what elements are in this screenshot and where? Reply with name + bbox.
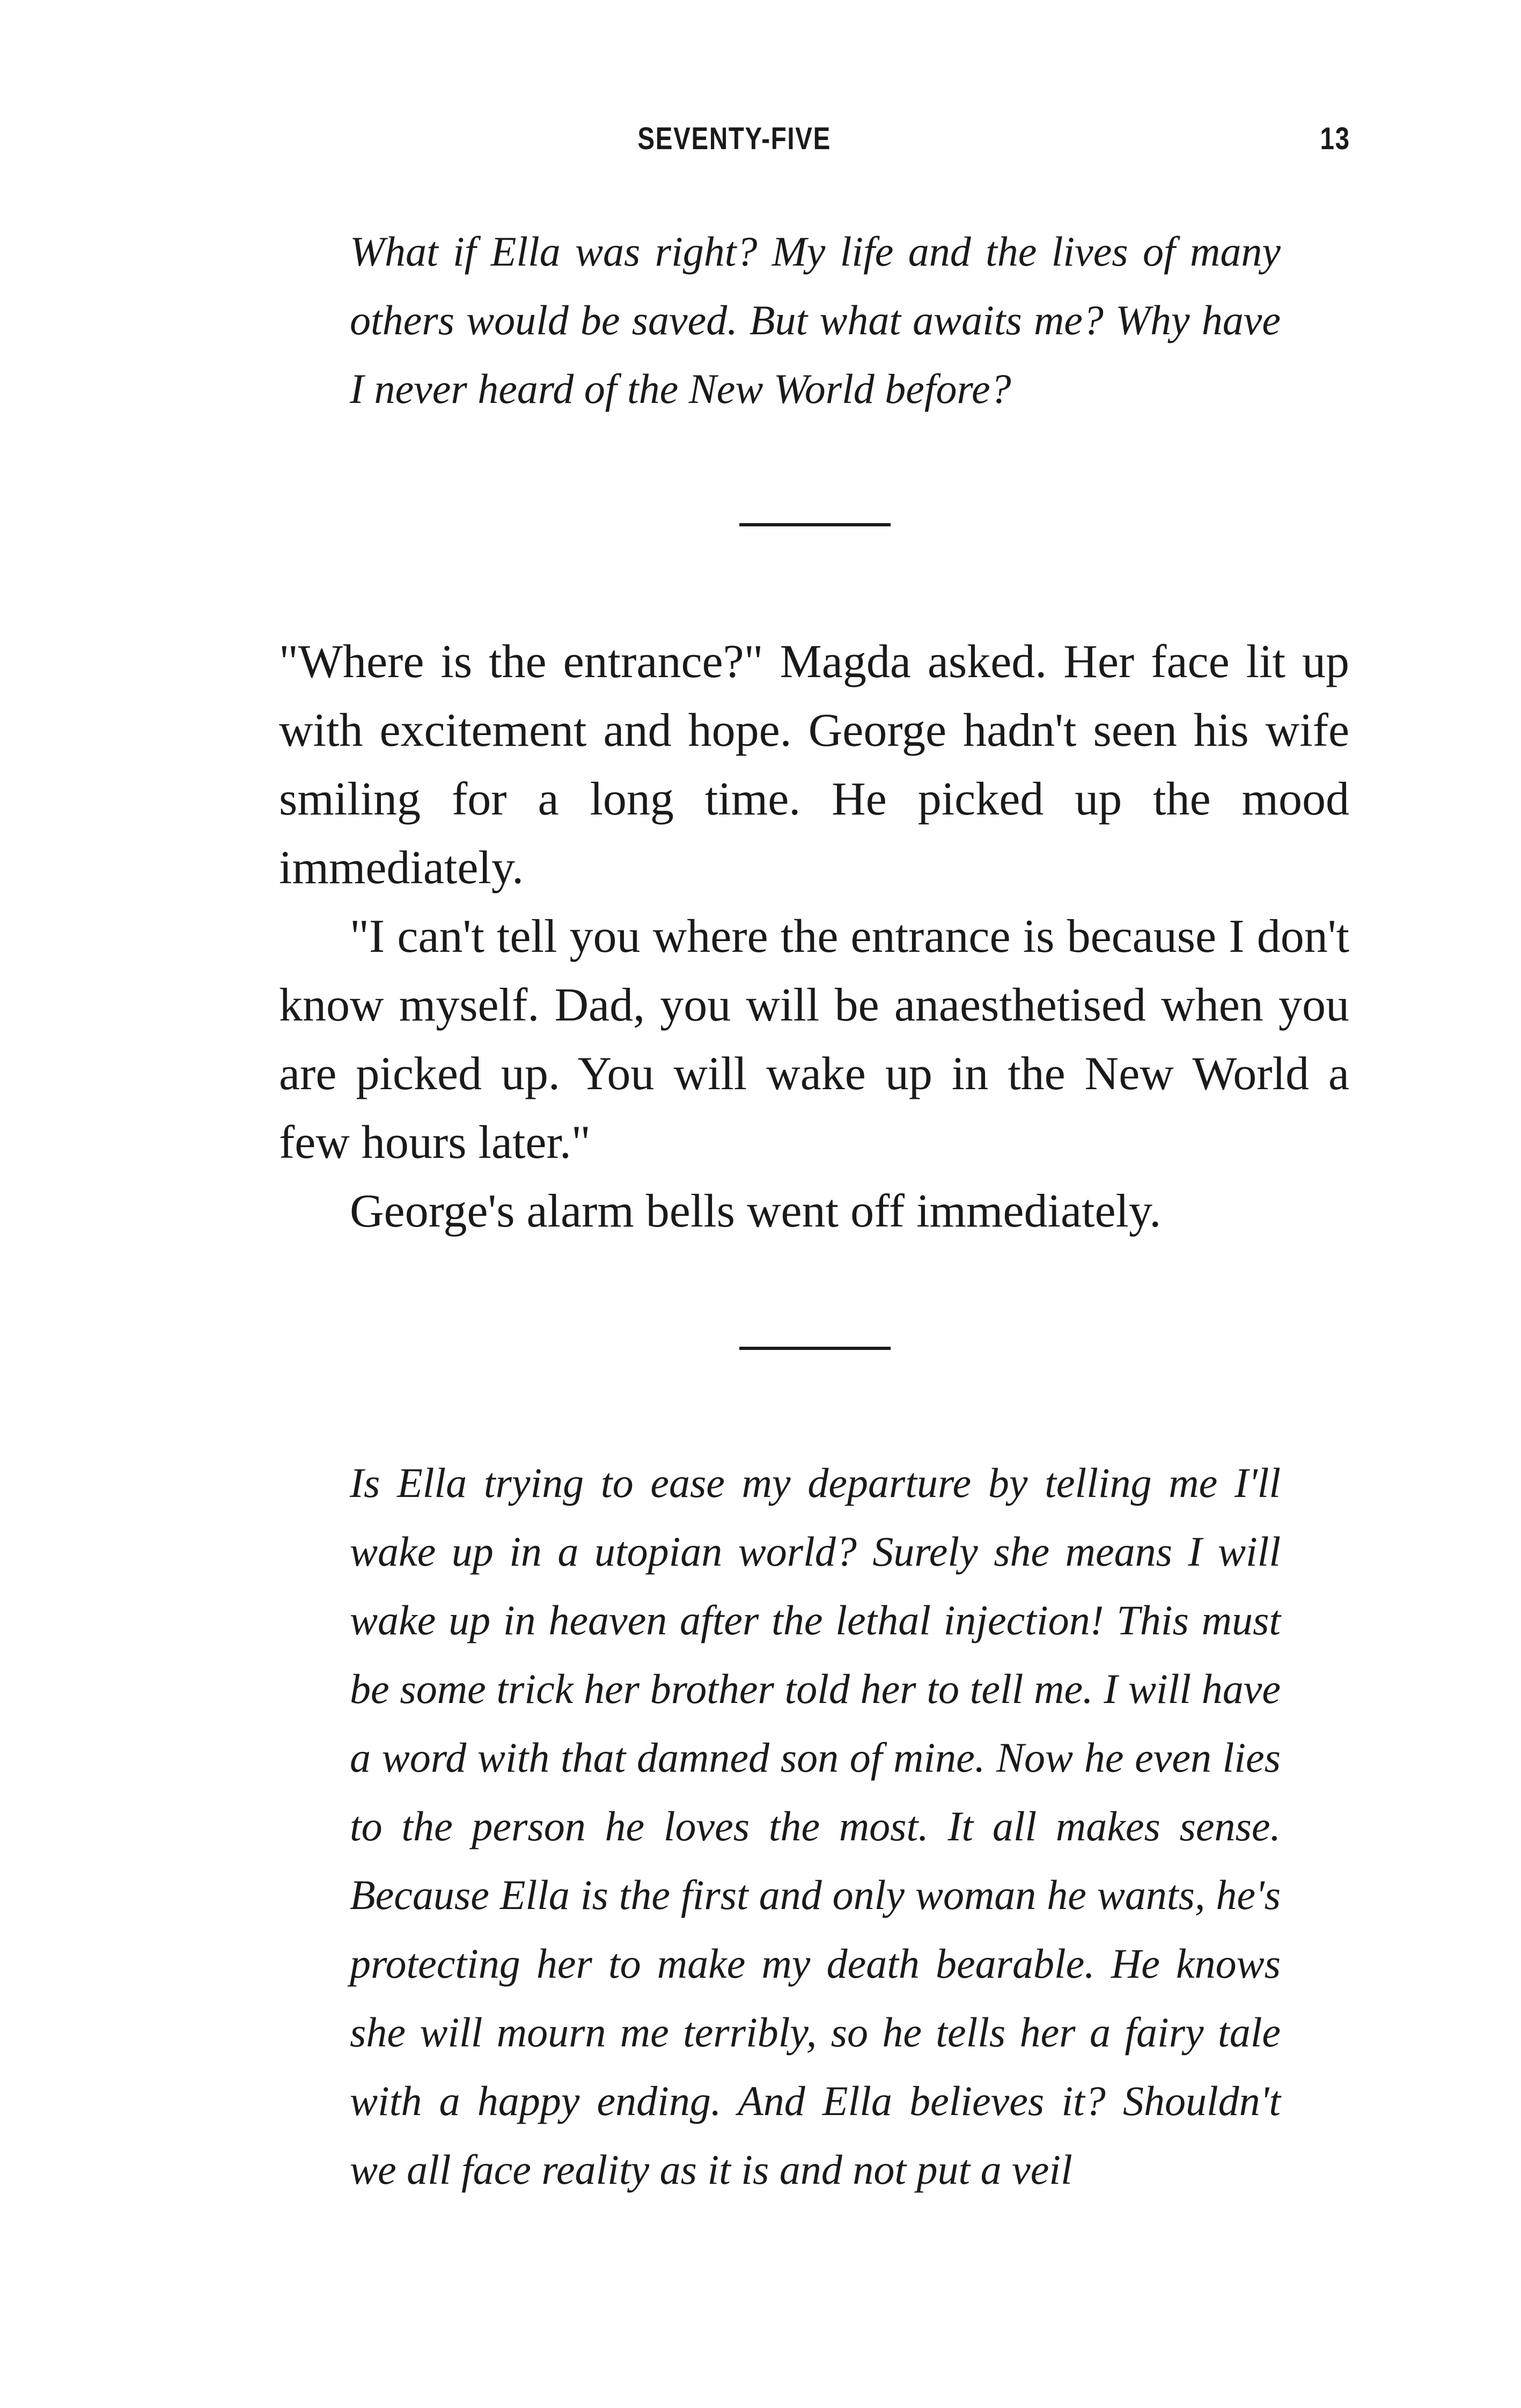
narrative-body [279,628,1349,1246]
inner-thought-text: Is Ella trying to ease my departure by telling me I'll wake up in a utopian world? Surely she means I will wake up in heaven after the lethal injection! This must be some trick her brother told her to tell me. I will have a word with that damned son of mine. Now he even lies to the person he loves the most. It all makes sense. Because Ella is the first and only woman he wants, he's protecting her to make my death bearable. He knows she will mourn me terribly, so he tells her a fairy tale with a happy ending. And Ella believes it? Shouldn't we all face reality as it is and not put a veil [350,1459,1281,2193]
paragraph: George's alarm bells went off immediately. [350,1185,1162,1237]
running-header [279,121,1350,169]
paragraph: "I can't tell you where the entrance is because I don't know myself. Dad, you will be anaesthetised when you are picked up. You will wake up in the New World a few hours later." [279,911,1349,1169]
inner-thought-text: What if Ella was right? My life and the lives of many others would be saved. But what awaits me? Why have I never heard of the New World before? [350,228,1281,412]
inner-thought-passage-1 [350,217,1281,423]
chapter-title: SEVENTY-FIVE [637,121,832,156]
section-divider [739,523,891,526]
section-divider [739,1347,891,1350]
paragraph: "Where is the entrance?" Magda asked. Her face lit up with excitement and hope. George hadn't seen his wife smiling for a long time. He picked up the mood immediately. [279,636,1349,894]
inner-thought-passage-2 [350,1449,1281,2204]
page-number: 13 [1320,121,1350,156]
